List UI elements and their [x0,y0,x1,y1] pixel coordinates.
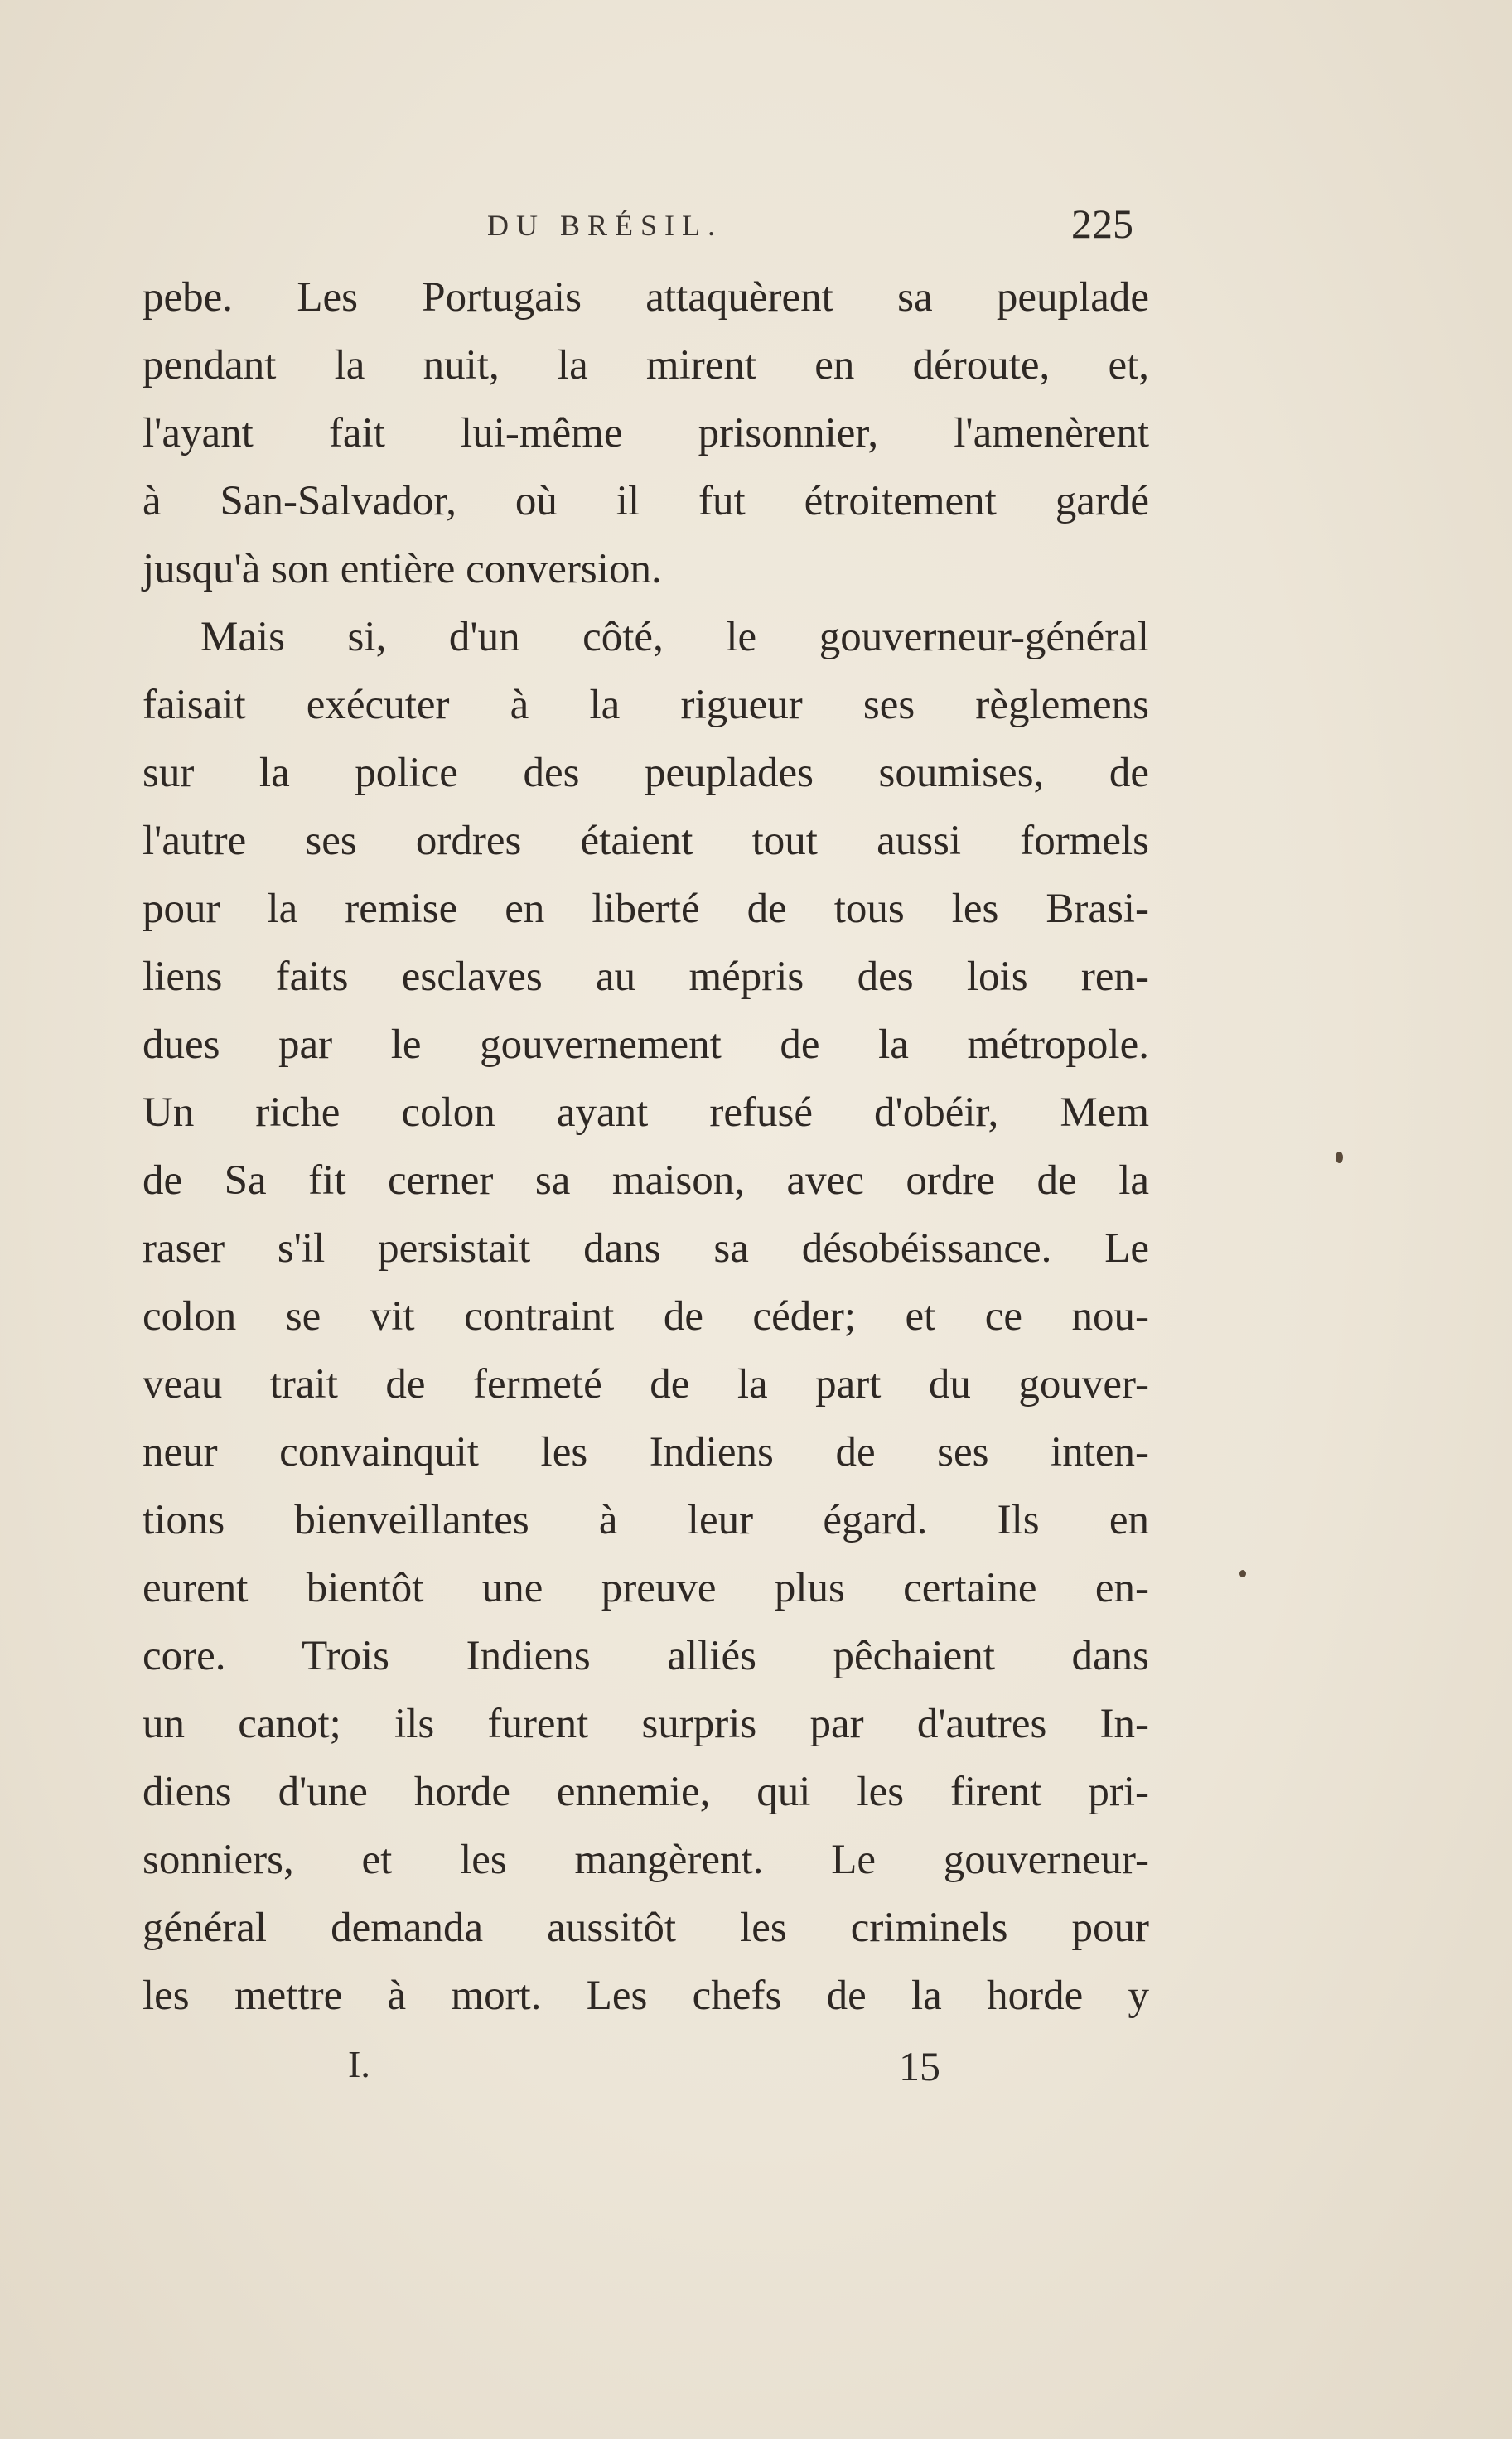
ink-spot [1239,1570,1246,1577]
text-line: à San-Salvador, où il fut étroitement gardé [143,478,1149,524]
text-line: les mettre à mort. Les chefs de la horde y [143,1973,1149,2019]
text-line: sur la police des peuplades soumises, de [143,750,1149,796]
ink-spot [1336,1152,1343,1163]
text-line: l'autre ses ordres étaient tout aussi formels [143,818,1149,864]
text-line: pebe. Les Portugais attaquèrent sa peuplade [143,274,1149,321]
text-line: dues par le gouvernement de la métropole. [143,1021,1149,1068]
body-text [143,263,1149,2030]
page-header [487,200,1133,253]
text-line: un canot; ils furent surpris par d'autres In- [143,1701,1149,1747]
text-line: tions bienveillantes à leur égard. Ils en [143,1497,1149,1543]
text-line: core. Trois Indiens alliés pêchaient dans [143,1633,1149,1679]
text-line: de Sa fit cerner sa maison, avec ordre de la [143,1157,1149,1204]
text-line: neur convainquit les Indiens de ses inten- [143,1429,1149,1475]
text-line: diens d'une horde ennemie, qui les firent pri- [143,1769,1149,1815]
sheet-number: 15 [899,2043,940,2089]
text-line: raser s'il persistait dans sa désobéissance. Le [143,1225,1149,1272]
running-title: DU BRÉSIL. [487,209,723,242]
text-line: pendant la nuit, la mirent en déroute, et, [143,342,1149,389]
text-line: général demanda aussitôt les criminels pour [143,1905,1149,1951]
page-number: 225 [1071,200,1133,247]
text-line: Un riche colon ayant refusé d'obéir, Mem [143,1089,1149,1136]
text-line: Mais si, d'un côté, le gouverneur-général [200,614,1149,660]
signature-mark: I. [348,2043,370,2085]
text-line: veau trait de fermeté de la part du gouver- [143,1361,1149,1408]
text-line: pour la remise en liberté de tous les Brasi- [143,886,1149,932]
text-line: sonniers, et les mangèrent. Le gouverneur- [143,1837,1149,1883]
text-line: l'ayant fait lui-même prisonnier, l'amenèrent [143,410,1149,456]
text-line: colon se vit contraint de céder; et ce nou- [143,1293,1149,1340]
text-line: liens faits esclaves au mépris des lois ren- [143,954,1149,1000]
text-line: jusqu'à son entière conversion. [143,546,662,592]
page-footer [348,2042,978,2100]
text-line: eurent bientôt une preuve plus certaine en- [143,1565,1149,1611]
text-line: faisait exécuter à la rigueur ses règlemens [143,682,1149,728]
